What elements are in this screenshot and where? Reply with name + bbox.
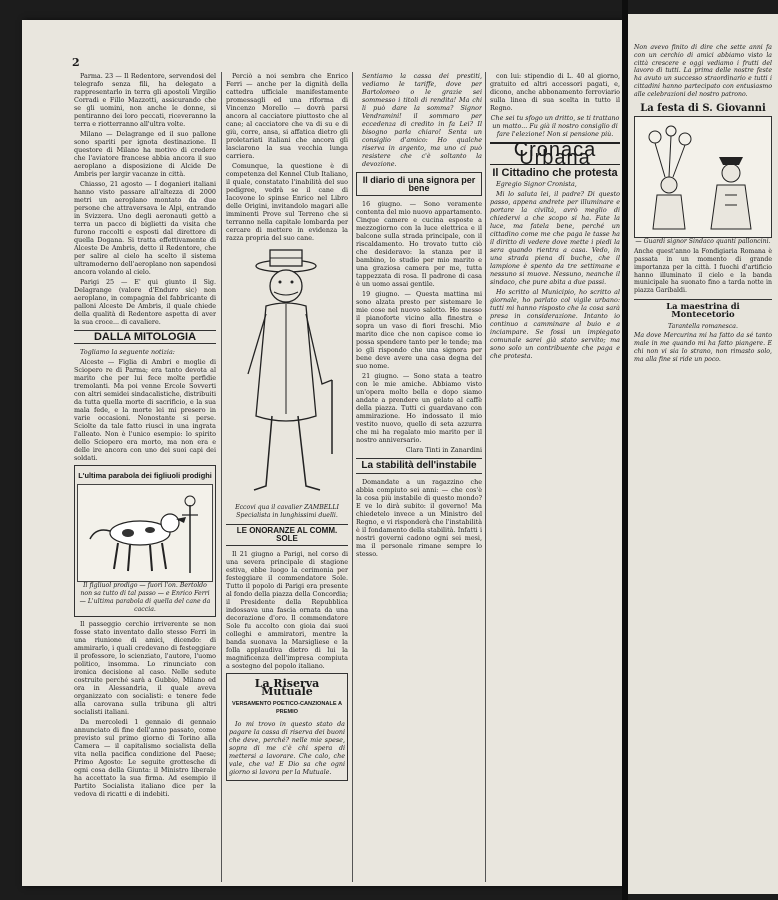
diary-entry-3: 21 giugno. — Sono stata a teatro con le mie amiche. Abbiamo visto un'opera molto bella e dopo siamo andate a prendere un gelato al caffè della piazza. Tutti ci guardavano con ammirazione. Ho indossato il mio vestito nuovo, quello di seta azzurra che mi ha regalato mio marito per il nostro anniversario. [356, 372, 482, 444]
stabilita-title: La stabilità dell'instabile [356, 458, 482, 474]
column-1 [74, 72, 216, 882]
mitologia-subtitle: Togliamo la seguente notizia: [80, 348, 175, 356]
column-rule [221, 72, 222, 882]
maestrina-subtitle: Tarantella romanesca. [668, 322, 738, 330]
news-item-milano: Milano — Delagrange ed il suo pallone sono spariti per ignota destinazione. Il questore di Milano ha motivo di credere che l'aviatore francese abbia ancora il suo aeroplano a disposizione di Alcide De Ambris per largir vacanze in città. [74, 130, 216, 178]
diary-entry-2: 19 giugno. — Questa mattina mi sono alzata presto per sistemare le mie cose nel nuovo salotto. Ho messo il pianoforte vicino alla finestra e sopra un vaso di fiori freschi. Mio marito dice che non capisce come io possa spendere tanto per le tende; ma io gli rispondo che una signora per bene deve avere una casa degna del suo nome. [356, 290, 482, 370]
news-item-parma: Parma. 23 — Il Redentore, servendosi del telegrafo senza fili, ha delegato a rappresentarlo in terra gli apostoli Virgilio Corradi e Fillo Mazzotti, assicurando che se gli uomini, non anche le donne, si pentiranno dei loro peccati, riceveranno la terra e riotterranno all'ultra volte. [74, 72, 216, 128]
festa-title: La festa di S. Giovanni [640, 102, 766, 114]
riserva-title: La Riserva Mutuale [254, 677, 320, 698]
cittadino-title: Il Cittadino che protesta [492, 167, 618, 179]
parable-commentary: Il passeggio cerchio irriverente se non fosse stato inventato dallo stesso Ferri in una riunione di amici, dicendo: di ammirarlo, i quali credevano di festeggiare il professore, lo scienziato, l'autore, l'uomo politico, insomma. Lo rinunciato con ironica decisione al caso. Nelle sedute costruite perché sarà a Gubbio, Milano ed ora in Alessandria, il quale aveva organizzato con socialisti: e tenere fede alla carovana sulla tribuna gli altri socialisti italiani. [74, 620, 216, 716]
parable-box [74, 465, 216, 617]
riserva-box [226, 673, 348, 781]
newspaper-page-right [628, 14, 778, 894]
diary-entry-1: 16 giugno. — Sono veramente contenta del mio nuovo appartamento. Cinque camere e cucina esposte a mezzogiorno con la luce elettrica e il balcone sulla strada principale, con il riscaldamento. Ho trovato tutto ciò che desideravo: la stanza per il bambino, lo studio per mio marito e una graziosa camera per me, tutta tappezzata di rosa. Il padrone di casa è un uomo assai gentile. [356, 200, 482, 288]
column-rule [485, 72, 486, 882]
stabilita-text: Domandate a un ragazzino che abbia compiuto sei anni: — che cos'è la cosa più instabile di questo mondo? E ve lo dirà subito: il governo! Ma chiedetelo invece a un Ministro del Regno, e vi risponderà che l'instabilità è il fondamento della stabilità. Infatti i nostri governi cadono ogni sei mesi, ma il personale rimane sempre lo stesso. [356, 478, 482, 558]
diary-signature: Clara Tinti in Zanardini [405, 446, 482, 454]
col1-filler: Da mercoledì 1 gennaio di gennaio annunciato di fine dell'anno passato, come previsto sul primo giorno di Torino alla Camera — il capitalismo socialista della vita nella pacifica condizione del Paese; Primo Agosto: Le seguite grottesche di ogni cosa della Giunta: il Ministro liberale ha accettato la sua firma. Ad esempio il Partito Socialista italiano dice per la vedova di ricatti e di indebiti. [74, 718, 216, 798]
riserva-subtitle: VERSAMENTO POETICO-CANZIONALE A PREMIO [231, 701, 342, 715]
onoranze-text: Il 21 giugno a Parigi, nel corso di una severa principale di stagione estiva, ebbe luogo la cerimonia per festeggiare il commendatore Sole. Tutto il popolo di Parigi era presente al fondo della piazza della Concordia; il Presidente della Repubblica indossava una fascia ornata da una decorazione d'oro. Il commendatore Sole fu accolto con gioia dai suoi colleghi e ammiratori, mentre la banda suonava la Marsigliese e la folla applaudiva dietro di lui la magnificenza dell'impresa compiuta a sostegno del popolo italiano. [226, 550, 348, 670]
section-title-mitologia: DALLA MITOLOGIA [74, 330, 216, 344]
column-rule [352, 72, 353, 882]
onoranze-title: LE ONORANZE AL COMM. SOLE [226, 524, 348, 546]
newspaper-page-left [22, 20, 622, 886]
ferri-text: Perciò a noi sembra che Enrico Ferri — anche per la dignità della cattedra ufficiale manifestamente promessagli ed una riforma di Vincenzo Morello — dovrà parsi ancora al cacciatore piuttosto che al cane; al cacciatore che va di su e di giù, corre, ansa, si affatica dietro gli proletariati italiani che ancora gli lasciarono la sua vecchia lunga carriera. [226, 72, 348, 160]
col4-top-text: con lui: stipendio di L. 40 al giorno, gratuito ed altri accessori pagati, e, dicono, anche abbonamento ferroviario sulla linea di sua scelta in tutto il Regno. [490, 72, 620, 112]
zambelli-caption: Eccovi qua il cavalier ZAMBELLI Specialista in lunghissimi duelli. [235, 504, 339, 519]
cronaca-urbana-title: Cronaca Urbana [490, 142, 620, 165]
maestrina-title: La maestrina di Montecetorio [634, 299, 772, 319]
festa-text: Anche quest'anno la Fondigiaria Romana è passata in un momento di grande importanza per la città. I fuochi d'artificio hanno illuminato il cielo e la banda municipale ha suonato fino a tarda notte in piazza Garibaldi. [634, 248, 772, 295]
col4-poem: Che sei tu sfogo un dritto, se ti trattano un matto... Fu già il nostro consiglio di fare l'elezione! Non si pensione più. [490, 114, 620, 138]
maestrina-text: Ma dove Mercurina mi ha fatto da sé tanto male in me quando mi ha fatto piangere. E chi non vi sia lo strano, non rimasto solo, ma alla fine si ride un poco. [634, 332, 772, 363]
cittadino-letter-2: Ho scritto al Municipio, ho scritto al giornale, ho parlato col vigile urbano: tutti mi hanno risposto che la cosa sarà presa in considerazione. Intanto io continuo a camminare al buio e a inciampare. Se fossi un impiegato comunale sarei già stato servito; ma sono solo un contribuente che paga e che protesta. [490, 288, 620, 360]
poem-text: Sentiamo la cassa dei prestiti, vediamo le tariffe, dove per Bartolomeo o le grazie sei sommesso i titoli di rendita! Ma chi li può dare la somma? Signor Vendramini! il sommaro per eccedenza di credito in fa Lei? Il bisogno parla chiaro! Senta un consiglio d'amico: Ho qualche riserva in argento, ma uno ci può resistere che c'è soltanto la devozione. [362, 72, 482, 168]
festa-caption: — Guardi signor Sindaco quanti palloncini. [635, 238, 771, 246]
parable-title: L'ultima parabola dei figliuoli prodighi [78, 471, 212, 480]
column-3 [356, 72, 482, 882]
riserva-text: Io mi trovo in questo stato da pagare la cassa di riserva dei buoni che deve, perché? nelle mie spese, sopra di me c'è chi spera di mettersi a lavorare. Che calo, che vale, che va! E Dio sa che ogni giorno si lavora per la Mutuale. [229, 720, 345, 776]
diary-title: Il diario di una signora per bene [356, 172, 482, 196]
parable-caption: Il figliuol prodigo — fuori l'on. Bertoldo non sa tutto di tal passo — e Enrico Ferri — L'ultima parabola di quella del cane da caccia. [79, 582, 211, 613]
right-column [634, 44, 772, 366]
column-4 [490, 72, 620, 882]
festa-illustration [634, 116, 772, 238]
right-top-text: Non avevo finito di dire che sette anni fa con un cerchio di amici abbiamo visto la città crescere e oggi vediamo i frutti del lavoro di tutti. La prima delle nostre feste ha avuto un successo straordinario e tutti i cittadini hanno partecipato con entusiasmo alle celebrazioni del nostro patrono. [634, 44, 772, 98]
parable-illustration [77, 484, 213, 582]
cittadino-greeting: Egregio Signor Cronista, [496, 180, 577, 188]
news-item-parigi: Parigi 25 — E' qui giunto il Sig. Delagrange (valore d'Enduro sic) non aeroplano, in compagnia del fabbricante di palloni Alceste De Ambris, il quale chiede della qualità di Redentore aspetta di aver la sua croce... di cavaliere. [74, 278, 216, 326]
news-item-chiasso: Chiasso, 21 agosto — I doganieri italiani hanno visto passare all'altezza di 2000 metri un aeroplano montato da due persone che attraversava le Alpi, entrando in Svizzera. Uno degli aeronauti gettò a terra un pacco di biglietti da visita che furono raccolti e esposti dal direttore di quella Dogana. Si tratta effettivamente di Alceste De Ambris, detto il Redentore, che per salire al cielo ha scelto il sistema ultramoderno dell'aeroplano non sapendosi ancora volando al cielo. [74, 180, 216, 276]
zambelli-illustration [226, 244, 348, 504]
mitologia-text: Alceste — Figlia di Ambri e moglie di Sciopero re di Parma; era tanto devota al marito che per lui fece molte perfidie tremolanti. Ma poi venne Ercole Sovverti con altri semidei sindacalistiche, distribuiti da tutta quella morte di sacrificio, e la sua mala fede, e la morte lei mi presero in varie occasioni. Nonostante si perse. Sciolte da tale fatto riuscì in una ingrata l'alleato. Non è l'unico esempio: lo spirito dello Sciopero era morto, ma non era e delle ire ancora con uno dei suoi capi dei soldati. [74, 358, 216, 462]
column-2 [226, 72, 348, 882]
page-number: 2 [72, 56, 80, 69]
kennel-text: Comunque, la questione è di competenza del Kennel Club Italiano, il quale, constatato l'inabilità del suo pedigree, vedrà se il cane di Iacovone lo spinse Enrico nel Libro delle Origini, invitandolo magari alle imminenti Prove sul Terreno che si terranno nella capitale lombarda per cercare di mettere in evidenza la razza propria del suo cane. [226, 162, 348, 242]
cittadino-letter: Mi lo saluta lei, il padre? Di questo passo, appena andrete per illuminare e portare la civiltà, avrò meglio di chiedervi a che scopo si ha. Fate la luce, ma fatela bene, perché un cittadino come me che paga le tasse ha il diritto di vedere dove mette i piedi la sera quando rientra a casa. Vedo, in una strada piena di buche, che il lampione è spento da tre settimane e nessuno si muove. Nessuno, neanche il sindaco, che pure abita a due passi. [490, 190, 620, 286]
